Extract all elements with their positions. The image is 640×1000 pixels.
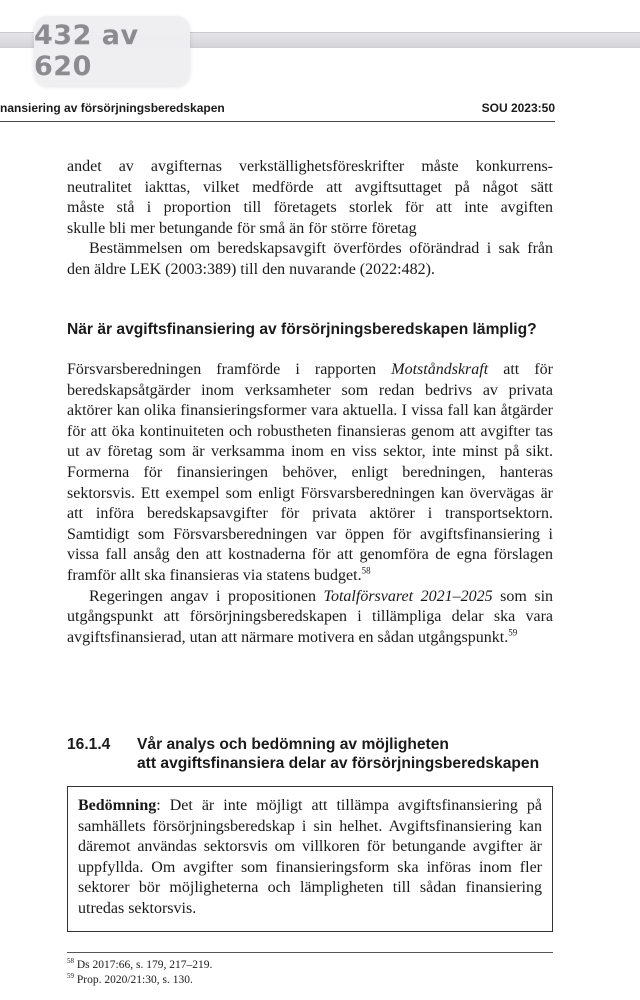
paragraph-regeringen: Regeringen angav i propositionen Totalförsvaret 2021–2025 som sin utgångspunkt att försörjningsberedskapen i tillämpliga delar ska vara avgiftsfinansierad, utan att närmare motivera en sådan utgångspunkt.$^{59}$ — [67, 587, 554, 646]
intro-line: neutralitet iakttas, vilket medförde att avgiftsuttaget på något sätt — [67, 178, 553, 196]
section-when — [67, 360, 553, 648]
running-title: nansiering av försörjningsberedskapen — [0, 101, 225, 115]
assessment-label: Bedömning — [78, 797, 157, 814]
header-rule — [0, 121, 555, 122]
footnote-rule — [67, 952, 553, 953]
assessment-box — [67, 786, 553, 932]
page-indicator: 432 av 620 — [34, 16, 190, 86]
footnote-ref-58[interactable]: 58 — [361, 565, 371, 576]
intro-line: andet av avgifternas verkställighetsföreskrifter måste konkurrens- — [67, 158, 553, 175]
footnote: $^{59}$ Prop. 2020/21:30, s. 130. — [67, 971, 193, 986]
section-number: 16.1.4 — [67, 736, 111, 753]
report-id: SOU 2023:50 — [481, 101, 555, 115]
intro-line: måste stå i proportion till företagets storlek för att inte avgiften — [67, 199, 553, 217]
section-intro — [67, 157, 553, 281]
footnote: $^{58}$ Ds 2017:66, s. 179, 217–219. — [67, 957, 213, 971]
footnote-ref-59[interactable]: 59 — [508, 627, 518, 638]
intro-line: skulle bli mer betungande för små än för större företag — [67, 219, 417, 237]
report-title: Motståndskraft — [391, 361, 489, 378]
assessment-text: : Det är inte möjligt att tillämpa avgiftsfinansiering på samhällets försörjningsberedskap i sin helhet. Avgiftsfinansiering kan däremot användas sektorsvis om villkoren för betungande avgifter är uppfyllda. Om avgifter som finansieringsform ska införas inom fler sektorer bör möjligheterna och lämpligheten till sådan finansiering utredas sektorsvis. — [78, 797, 542, 917]
section-title-line: att avgiftsfinansiera delar av försörjningsberedskapen — [137, 755, 540, 772]
intro-paragraph: Bestämmelsen om beredskapsavgift överfördes oförändrad i sak från den äldre LEK (2003:389) till den nuvarande (2022:482). — [67, 240, 553, 278]
running-header — [0, 101, 555, 119]
section-title-line: Vår analys och bedömning av möjligheten — [137, 736, 449, 753]
subheading: När är avgiftsfinansiering av försörjningsberedskapen lämplig? — [67, 321, 537, 338]
paragraph-forsvarsberedningen: Försvarsberedningen framförde i rapporten Motståndskraft att för beredskapsåtgärder inom verksamheter som redan bedrivs av privata aktörer kan olika finansieringsformer vara aktuella. I vissa fall kan åtgärder för att öka kontinuiteten och robustheten finansieras genom att avgifter tas ut av företag som är verksamma inom en viss sektor, inte minst på sikt. Formerna för finansieringen behöver, enligt beredningen, hanteras sektorsvis. Ett exempel som enligt Försvarsberedningen kan övervägas är att införa beredskapsavgifter för privata aktörer i transportsektorn. Samtidigt som Försvarsberedningen var öppen för avgiftsfinansiering i vissa fall ansåg den att kostnaderna för att genomföra de egna förslagen framför allt ska finansieras via statens budget.$^{58}$ — [67, 361, 553, 584]
section-heading — [67, 735, 553, 773]
footnotes — [67, 958, 553, 987]
bill-title: Totalförsvaret 2021–2025 — [323, 587, 493, 605]
